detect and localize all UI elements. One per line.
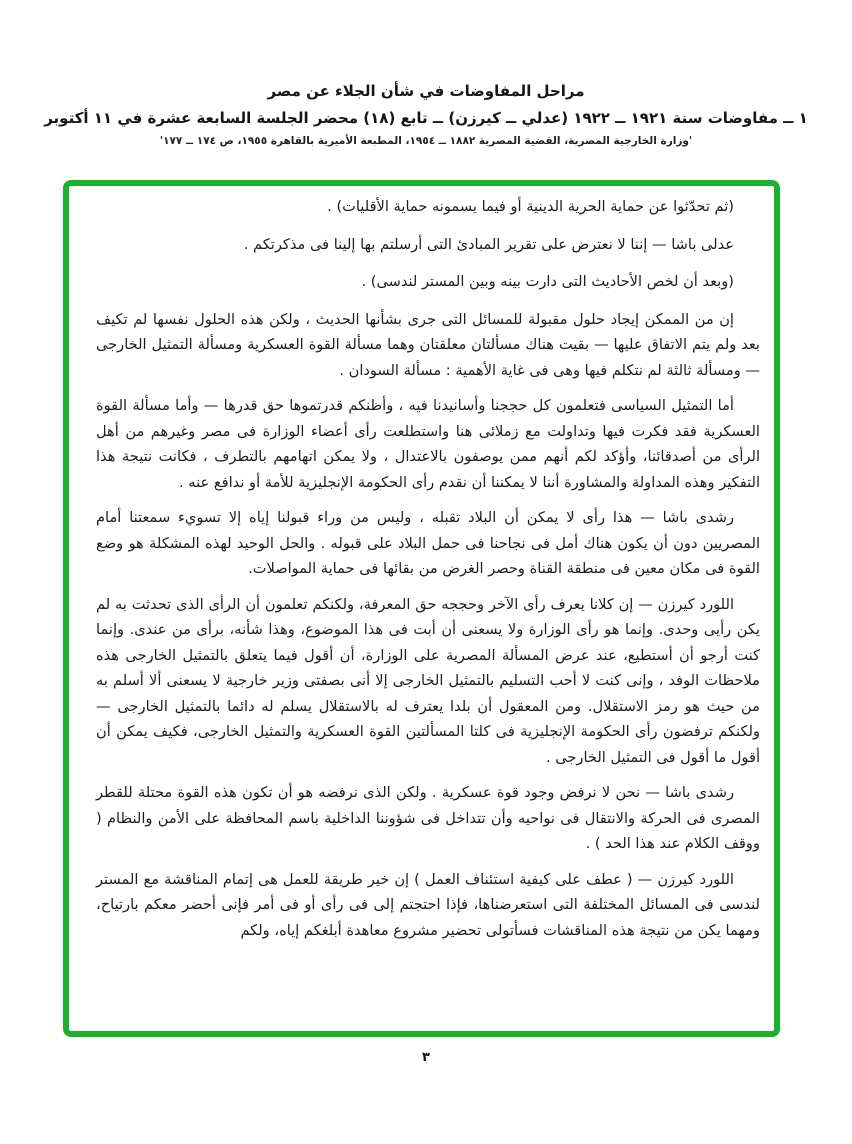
page-number: ٣: [422, 1050, 430, 1065]
source-citation: 'وزارة الخارجية المصرية، القضية المصرية ١٨٨٢ ــ ١٩٥٤، المطبعة الأميرية بالقاهرة ١٩٥٥، ص ١٧٤ ــ ١٧٧': [159, 135, 693, 147]
paragraph-stage-note-2: (وبعد أن لخص الأحاديث التى دارت بينه وبين المستر لندسى) .: [361, 273, 734, 290]
paragraph-lord-curzon-2: اللورد كيرزن — ( عطف على كيفية استئناف العمل ) إن خير طريقة للعمل هى إتمام المناقشة مع المستر لندسى فى المسائل المختلفة التى استعرضناها، فإذا احتجتم إلى فى رأى أو فى أمر فإنى أحضر معكم بارتياح، ومهما يكن من نتيجة هذه المناقشات فسأتولى تحضير مشروع معاهدة أبلغكم إياه، ولكم: [96, 870, 760, 939]
document-header: [0, 82, 852, 147]
paragraph-stage-note-1: (ثم تحدّثوا عن حماية الحرية الدينية أو فيما يسمونه حماية الأقليات) .: [327, 198, 734, 215]
paragraph-adli-continued-1: إن من الممكن إيجاد حلول مقبولة للمسائل التى جرى بشأنها الحديث ، ولكن هذه الحلول نفسها لم تكيف بعد ولم يتم الاتفاق عليها — بقيت هناك مسألتان معلقتان وهما مسألة القوة العسكرية ومسألة التمثيل الخارجى — ومسألة ثالثة لم نتكلم فيها وهى فى غاية الأهمية : مسألة السودان .: [96, 310, 760, 379]
paragraph-adli-pasha-1: عدلى باشا — إننا لا نعترض على تقرير المبادئ التى أرسلتم بها إلينا فى مذكرتكم .: [243, 235, 734, 253]
document-subtitle: ١ ــ مفاوضات سنة ١٩٢١ ــ ١٩٢٢ (عدلي ــ كيرزن) ــ تابع (١٨) محضر الجلسة السابعة عشرة في ١١ أكتوبر: [44, 109, 808, 127]
paragraph-adli-continued-2: أما التمثيل السياسى فتعلمون كل حججنا وأسانيدنا فيه ، وأظنكم قدرتموها حق قدرها — وأما مسألة القوة العسكرية فقد فكرت فيها وتداولت مع زملائى هنا واستطلعت رأى أعضاء الوزارة فى مصر وغيرهم من أهل الرأى من أصدقائنا، وأؤكد لكم أنهم ممن يوصفون بالاعتدال ، ولا يمكن اتهامهم بالتطرف ، فكانت نتيجة هذا التفكير وهذه المداولة والمشاورة أننا لا يمكننا أن نقدم رأى الحكومة الإنجليزية للأمة أو ندافع عنه .: [96, 397, 760, 491]
paragraph-rushdi-pasha-2: رشدى باشا — نحن لا نرفض وجود قوة عسكرية . ولكن الذى نرفضه هو أن تكون هذه القوة محتلة للقطر المصرى فى الحركة والانتقال فى نواحيه وأن تتداخل فى شؤوننا الداخلية باسم المحافظة على الأمن والنظام ( ووقف الكلام عند هذا الحد ) .: [96, 784, 760, 852]
document-body: [96, 194, 760, 953]
paragraph-rushdi-pasha-1: رشدى باشا — هذا رأى لا يمكن أن البلاد تقبله ، وليس من وراء قبولنا إياه إلا تسويء سمعتنا أمام المصريين دون أن يكون هناك أمل فى نجاحنا فى حمل البلاد على قبوله . والحل الوحيد لهذه المشكلة هو وضع القوة فى مكان معين فى منطقة القناة وحصر الغرض من بقائها فى حماية المواصلات.: [96, 509, 760, 577]
document-title: مراحل المفاوضات في شأن الجلاء عن مصر: [267, 82, 585, 100]
paragraph-lord-curzon-1: اللورد كيرزن — إن كلانا يعرف رأى الآخر وحججه حق المعرفة، ولكنكم تعلمون أن الرأى الذى تحدثت به لم يكن رأيى وحدى. وإنما هو رأى الوزارة ولا يسعنى أن أبت فى هذا الموضوع، وهذا شأنه، برأى من عندى. وإنما كنت أرجو أن أستطيع، عند عرض المسألة المصرية على الوزارة، أن أقول فيما يتعلق بالتمثيل الخارجى هذه ملاحظات الوفد ، وإنى كنت لا أحب التسليم بالتمثيل الخارجى إلا أنى بصفتى وزير خارجية لا يسعنى ألا أسلم به من حيث هو رمز الاستقلال. ومن المعقول أن بلدا يعترف له بالاستقلال يسلم له دائما بالتمثيل الخارجى — ولكنكم ترفضون رأى الحكومة الإنجليزية فى كلتا المسألتين القوة العسكرية والتمثيل الخارجى، فكيف يمكن أن أقول ما أقول فى التمثيل الخارجى .: [96, 595, 760, 766]
